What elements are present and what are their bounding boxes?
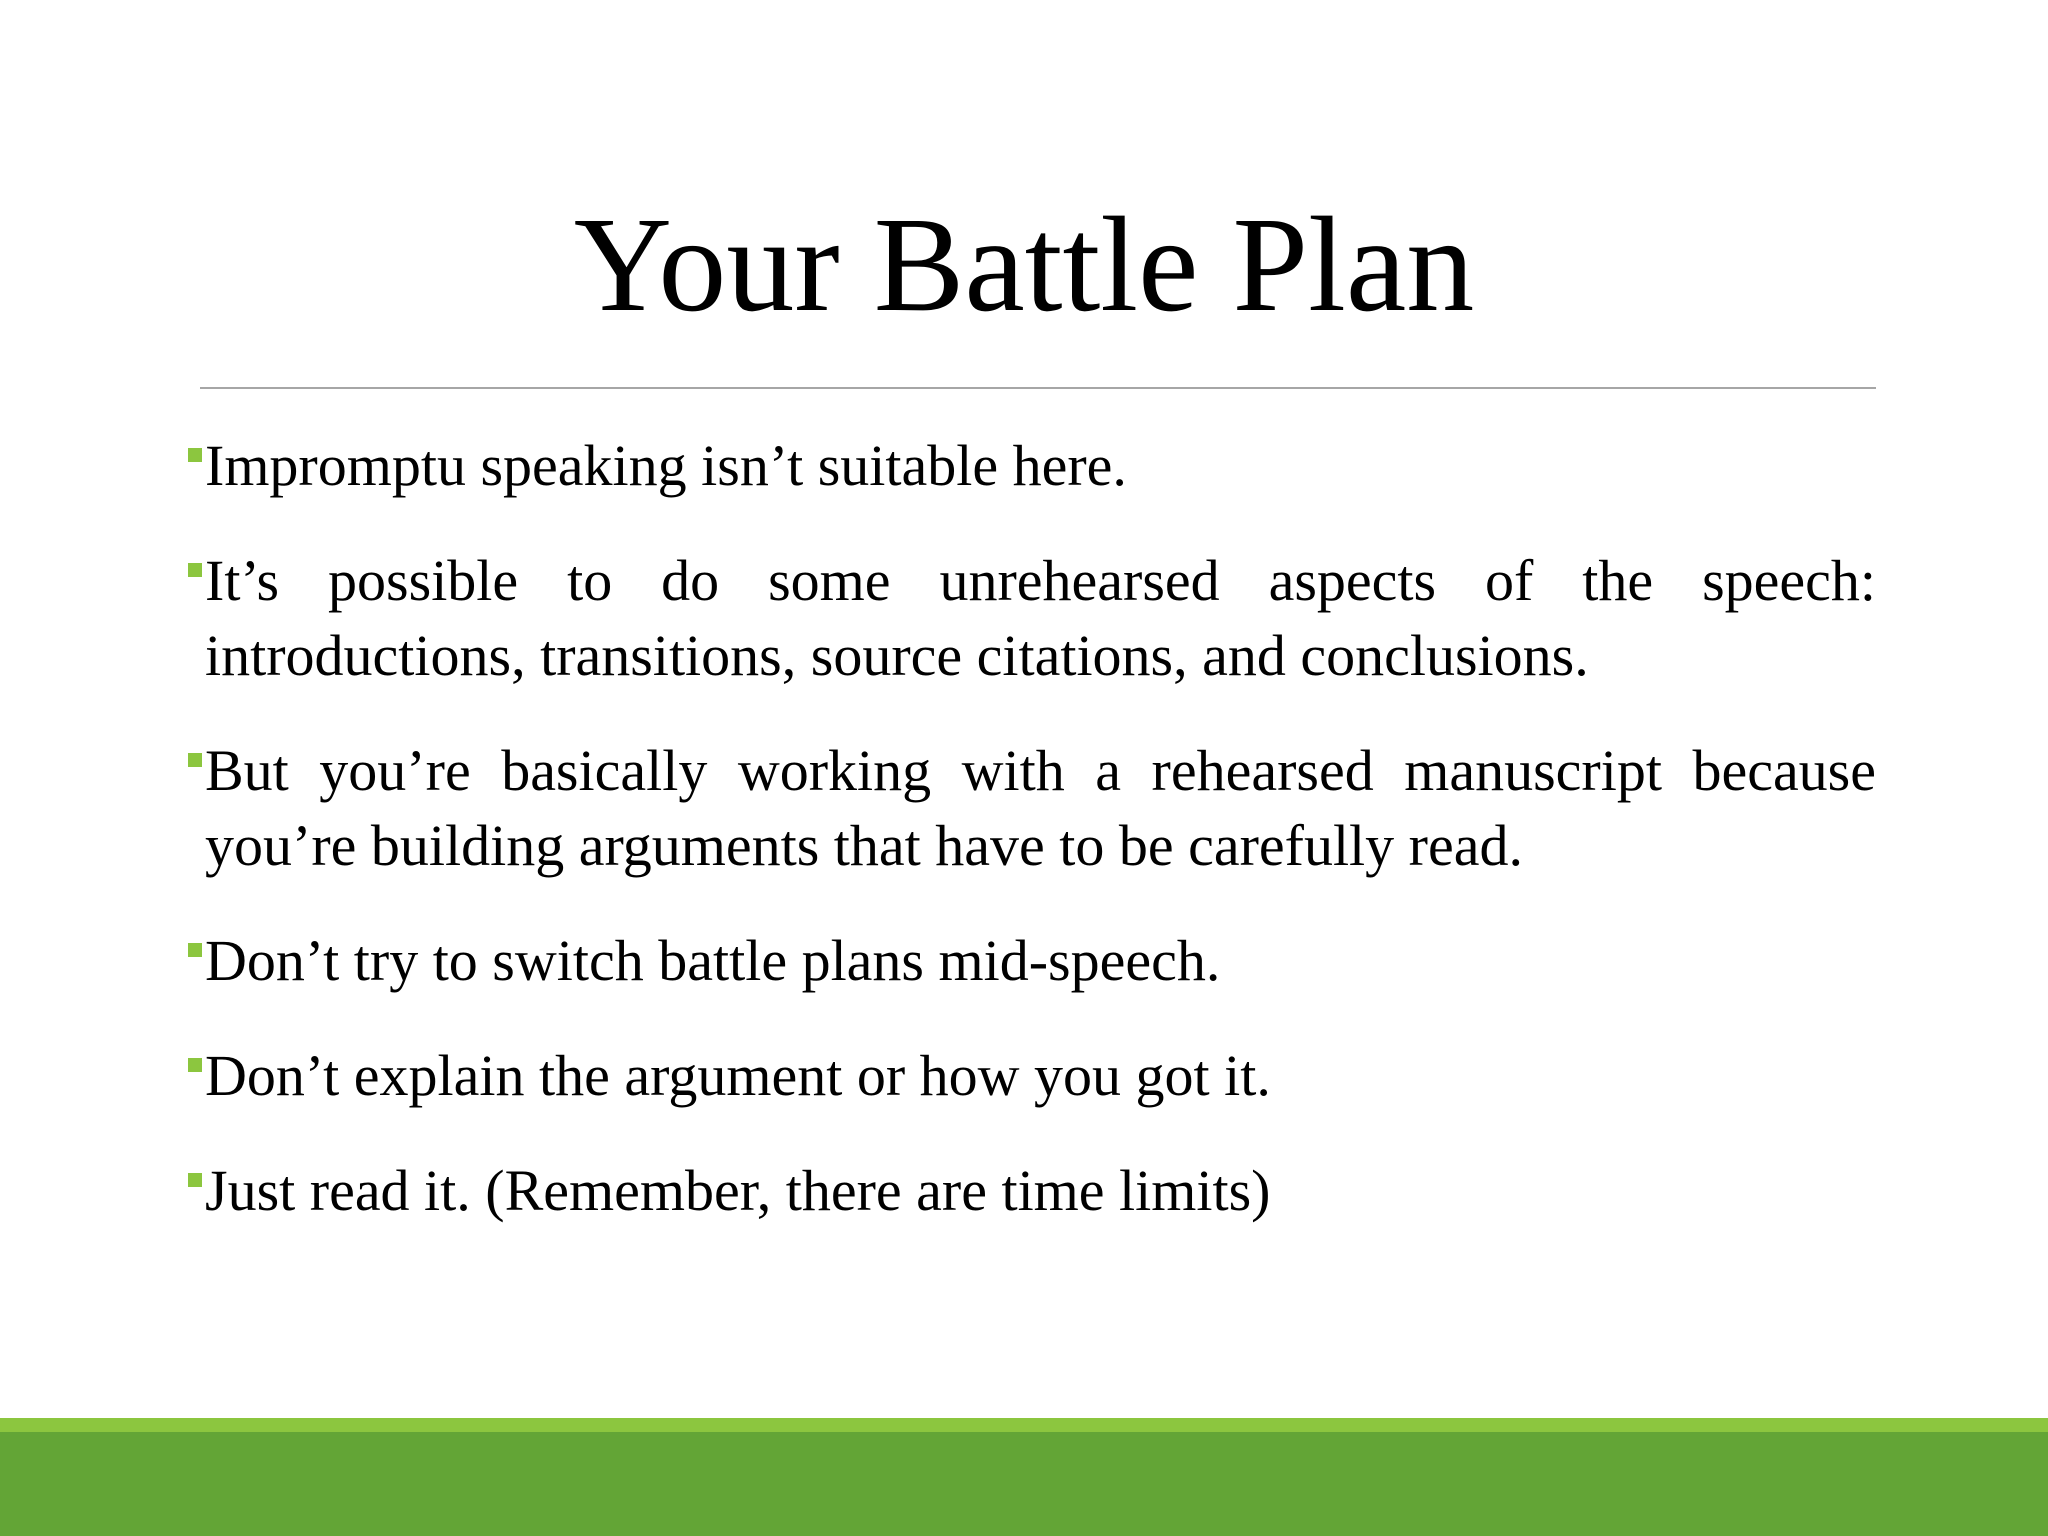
square-bullet-icon — [188, 753, 202, 767]
bullet-text: Don’t explain the argument or how you got it. — [205, 1043, 1271, 1108]
square-bullet-icon — [188, 563, 202, 577]
bullet-text: Don’t try to switch battle plans mid-speech. — [205, 928, 1221, 993]
list-item — [188, 923, 1876, 998]
list-item — [188, 428, 1876, 503]
square-bullet-icon — [188, 1058, 202, 1072]
footer-accent-stripe — [0, 1418, 2048, 1432]
bullet-text: But you’re basically working with a rehearsed manuscript because you’re building arguments that have to be carefully read. — [205, 738, 1876, 878]
bullet-text: Impromptu speaking isn’t suitable here. — [205, 433, 1127, 498]
bullet-list — [188, 428, 1876, 1268]
list-item — [188, 1153, 1876, 1228]
title-divider — [200, 387, 1876, 389]
bullet-text: Just read it. (Remember, there are time limits) — [205, 1158, 1271, 1223]
bullet-text: It’s possible to do some unrehearsed aspects of the speech: introductions, transitions, source citations, and conclusions. — [205, 548, 1876, 688]
square-bullet-icon — [188, 943, 202, 957]
footer-band — [0, 1432, 2048, 1536]
list-item — [188, 733, 1876, 883]
slide-title: Your Battle Plan — [573, 190, 1475, 340]
list-item — [188, 1038, 1876, 1113]
list-item — [188, 543, 1876, 693]
square-bullet-icon — [188, 1173, 202, 1187]
square-bullet-icon — [188, 448, 202, 462]
